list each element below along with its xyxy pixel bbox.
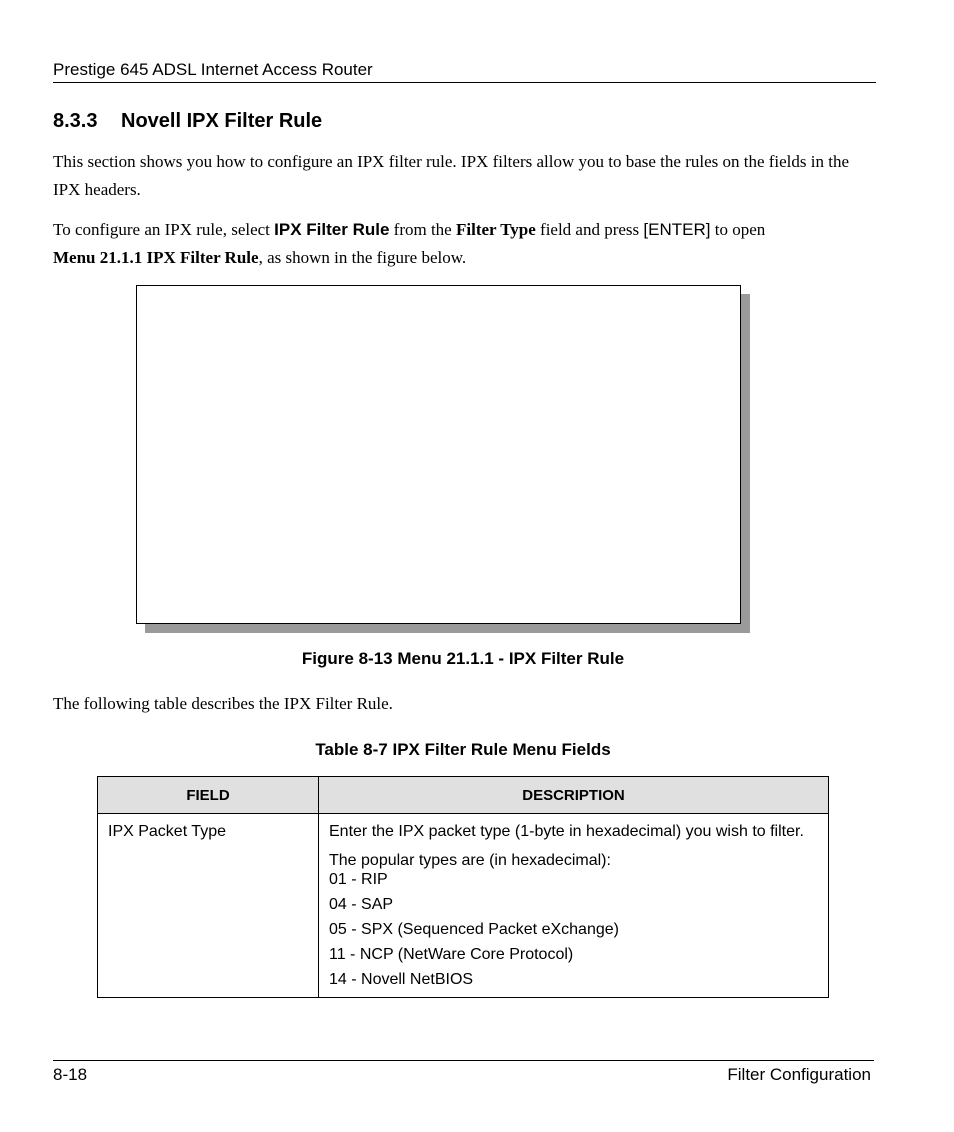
- menu-name: Menu 21.1.1 IPX Filter Rule: [53, 248, 259, 267]
- packet-type-item: 14 - Novell NetBIOS: [329, 971, 474, 988]
- instruction-text-4: to open: [710, 220, 766, 239]
- packet-type-item: 05 - SPX (Sequenced Packet eXchange): [329, 921, 619, 938]
- running-header: [53, 60, 876, 83]
- instruction-text-3: field and press: [535, 220, 644, 239]
- instruction-text-1: To configure an IPX rule, select: [53, 220, 275, 239]
- running-footer: [53, 1060, 874, 1085]
- field-cell: IPX Packet Type: [98, 814, 319, 998]
- figure-box: [136, 285, 741, 624]
- table-row: [98, 814, 829, 998]
- column-header-field: FIELD: [98, 777, 319, 814]
- document-title: Prestige 645 ADSL Internet Access Router: [53, 60, 373, 79]
- section-number: 8.3.3: [53, 110, 98, 132]
- instruction-text-2: from the: [389, 220, 456, 239]
- table-header-row: [98, 777, 829, 814]
- instruction-text-5: , as shown in the figure below.: [258, 248, 467, 267]
- packet-type-item: 01 - RIP: [329, 871, 388, 888]
- packet-type-item: 04 - SAP: [329, 896, 394, 913]
- field-name-filter-type: Filter Type: [455, 220, 536, 239]
- description-popular-types: The popular types are (in hexadecimal):: [329, 852, 611, 869]
- intro-paragraph: This section shows you how to configure an IPX filter rule. IPX filters allow you to base the rules on the fields in the IPX headers.: [53, 152, 850, 199]
- page-number: 8-18: [53, 1065, 88, 1084]
- chapter-name: Filter Configuration: [727, 1065, 871, 1084]
- figure-caption: Figure 8-13 Menu 21.1.1 - IPX Filter Rule: [301, 649, 625, 668]
- instruction-paragraph: [53, 216, 863, 272]
- fields-table: [97, 776, 829, 998]
- table-caption: Table 8-7 IPX Filter Rule Menu Fields: [315, 740, 611, 759]
- packet-type-item: 11 - NCP (NetWare Core Protocol): [329, 946, 574, 963]
- description-cell: [319, 814, 829, 998]
- table-intro-paragraph: The following table describes the IPX Filter Rule.: [53, 694, 393, 713]
- section-title: Novell IPX Filter Rule: [121, 110, 323, 132]
- key-enter: [ENTER]: [643, 220, 711, 239]
- menu-option-ipx-filter-rule: IPX Filter Rule: [274, 220, 390, 239]
- section-heading: [53, 110, 322, 133]
- description-intro: Enter the IPX packet type (1-byte in hexadecimal) you wish to filter.: [329, 823, 804, 840]
- column-header-description: DESCRIPTION: [319, 777, 829, 814]
